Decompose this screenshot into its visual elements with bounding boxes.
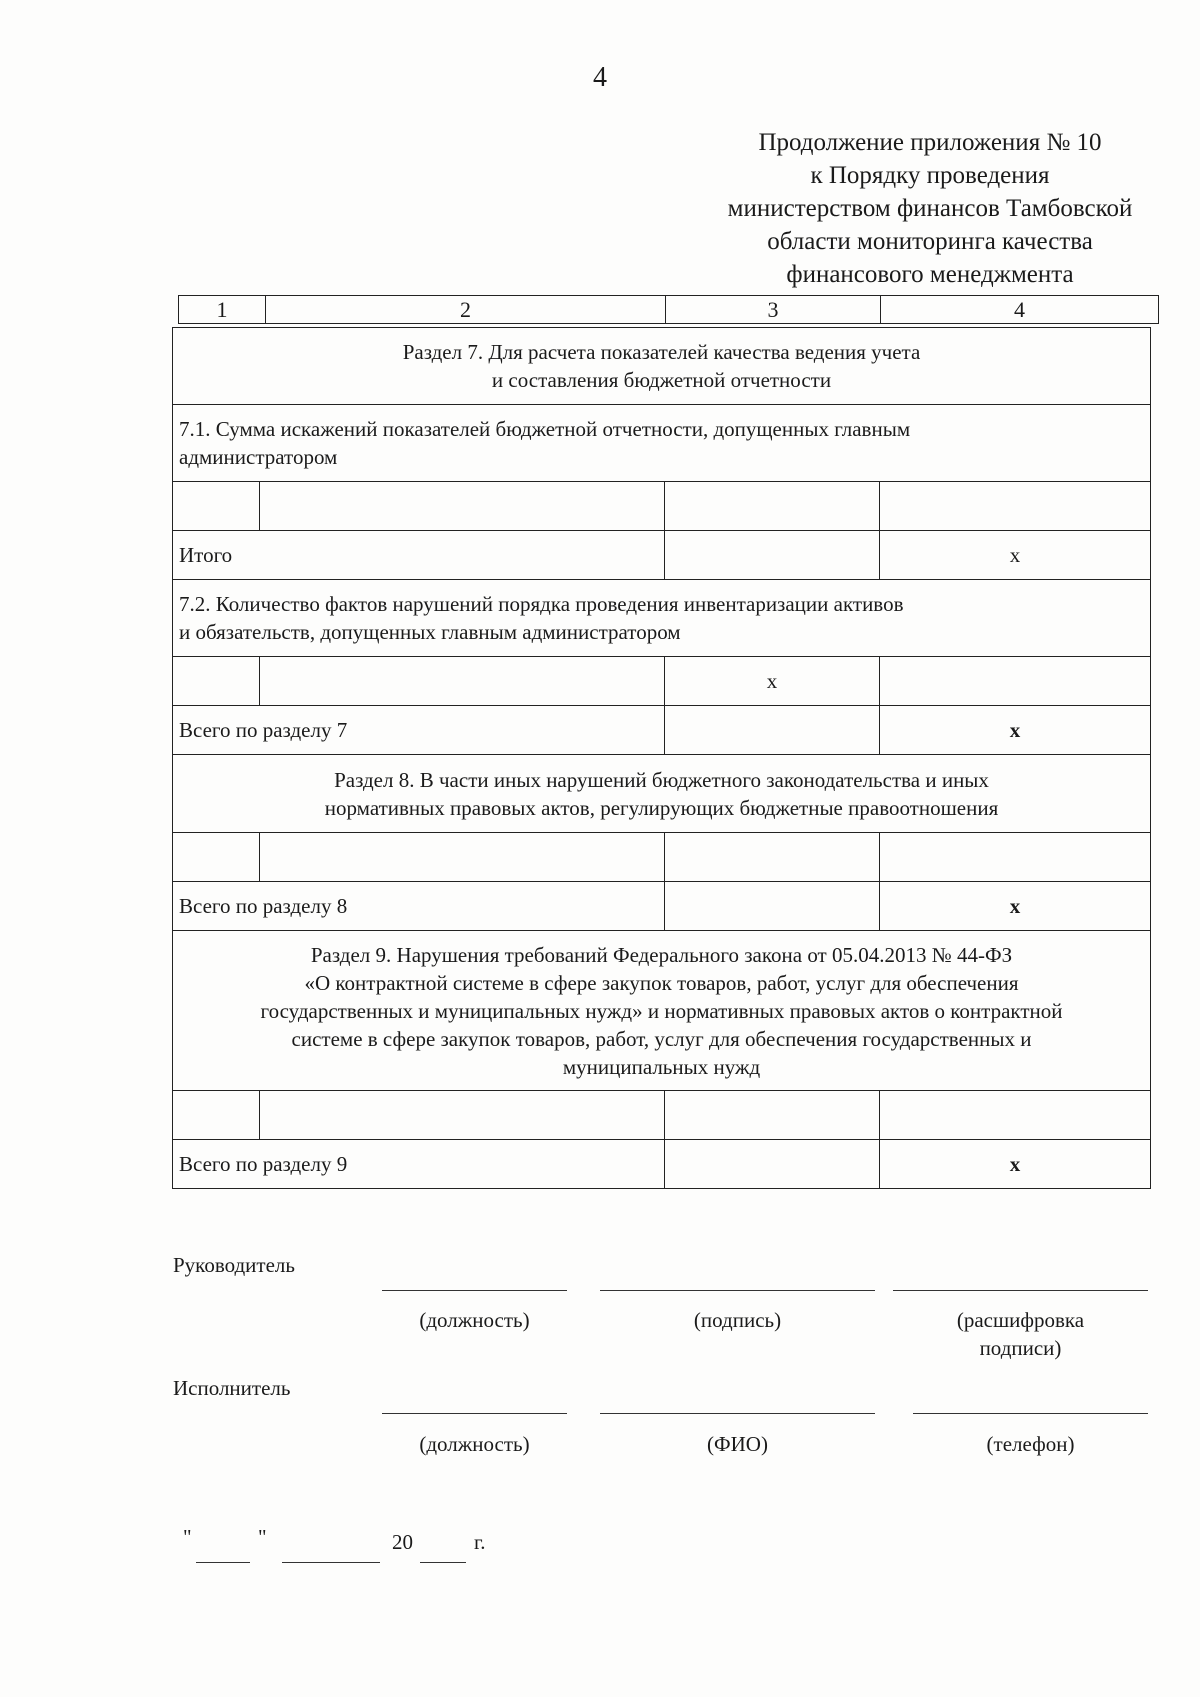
section-9-total-label: Всего по разделу 9 (173, 1140, 665, 1189)
table-cell (260, 833, 665, 882)
section-8-total-label: Всего по разделу 8 (173, 882, 665, 931)
table-cell (665, 1091, 880, 1140)
table-row (173, 833, 1151, 882)
head-decoding-caption: (расшифровка подписи) (956, 1308, 1085, 1360)
executor-name-line (600, 1413, 875, 1414)
executor-position-line (382, 1413, 567, 1414)
appendix-header (680, 126, 1180, 291)
table-cell (880, 833, 1151, 882)
table-row (173, 482, 1151, 531)
table-row (173, 1091, 1151, 1140)
section-7-title: Раздел 7. Для расчета показателей качества ведения учета и составления бюджетной отчетности (173, 328, 1151, 405)
column-number-header (178, 295, 1159, 324)
column-number: 2 (266, 296, 666, 324)
subsection-7-1-title: 7.1. Сумма искажений показателей бюджетной отчетности, допущенных главным администратором (173, 405, 1151, 482)
total-label: Итого (173, 531, 665, 580)
executor-phone-line (913, 1413, 1148, 1414)
date-day-line (196, 1562, 250, 1563)
table-cell (173, 1091, 260, 1140)
date-year-suffix: г. (474, 1530, 486, 1554)
table-row (173, 657, 1151, 706)
table-cell (173, 657, 260, 706)
head-position-caption: (должность) (419, 1308, 530, 1332)
section-8-total-row (173, 882, 1151, 931)
date-quote-open: " (183, 1525, 192, 1549)
section-9-total-row (173, 1140, 1151, 1189)
section-7-total-label: Всего по разделу 7 (173, 706, 665, 755)
total-row (173, 531, 1151, 580)
column-number: 1 (179, 296, 266, 324)
appendix-line: финансового менеджмента (786, 261, 1074, 288)
appendix-line: области мониторинга качества (767, 228, 1093, 255)
date-month-line (282, 1562, 380, 1563)
section-8-total-mark: x (880, 882, 1151, 931)
section-8-title: Раздел 8. В части иных нарушений бюджетного законодательства и иных нормативных правовых актов, регулирующих бюджетные правоотношения (173, 755, 1151, 833)
date-year-prefix: 20 (392, 1530, 413, 1554)
row-7-2-col3-mark: x (665, 657, 880, 706)
table-cell (665, 482, 880, 531)
column-number: 3 (666, 296, 881, 324)
table-cell (173, 482, 260, 531)
section-9-total-mark: x (880, 1140, 1151, 1189)
head-label: Руководитель (173, 1253, 295, 1277)
table-cell (880, 657, 1151, 706)
table-cell (260, 657, 665, 706)
date-quote-close: " (258, 1525, 267, 1549)
table-cell (665, 706, 880, 755)
table-cell (260, 482, 665, 531)
date-year-line (420, 1562, 466, 1563)
table-cell (665, 1140, 880, 1189)
appendix-line: Продолжение приложения № 10 (758, 129, 1102, 156)
executor-label: Исполнитель (173, 1376, 291, 1400)
table-cell (260, 1091, 665, 1140)
section-7-total-mark: x (880, 706, 1151, 755)
section-7-total-row (173, 706, 1151, 755)
executor-position-caption: (должность) (419, 1432, 530, 1456)
head-decoding-line (893, 1290, 1148, 1291)
page-number: 4 (593, 62, 607, 93)
table-cell (880, 482, 1151, 531)
head-signature-line (600, 1290, 875, 1291)
section-9-title: Раздел 9. Нарушения требований Федерального закона от 05.04.2013 № 44-ФЗ «О контрактной системе в сфере закупок товаров, работ, услуг для обеспечения государственных и муниципальных нужд» и нормативных правовых актов о контрактной системе в сфере закупок товаров, работ, услуг для обеспечения государственных и муниципальных нужд (173, 931, 1151, 1091)
table-cell (173, 833, 260, 882)
executor-name-caption: (ФИО) (707, 1432, 768, 1456)
table-cell (665, 531, 880, 580)
appendix-line: министерством финансов Тамбовской (727, 195, 1133, 222)
executor-phone-caption: (телефон) (986, 1432, 1075, 1456)
appendix-line: к Порядку проведения (810, 162, 1050, 189)
head-position-line (382, 1290, 567, 1291)
total-col4-mark: x (880, 531, 1151, 580)
subsection-7-2-title: 7.2. Количество фактов нарушений порядка проведения инвентаризации активов и обязательств, допущенных главным администратором (173, 580, 1151, 657)
table-cell (665, 833, 880, 882)
column-number: 4 (881, 296, 1159, 324)
table-cell (880, 1091, 1151, 1140)
report-table (172, 327, 1151, 1189)
table-cell (665, 882, 880, 931)
head-signature-caption: (подпись) (693, 1308, 782, 1332)
